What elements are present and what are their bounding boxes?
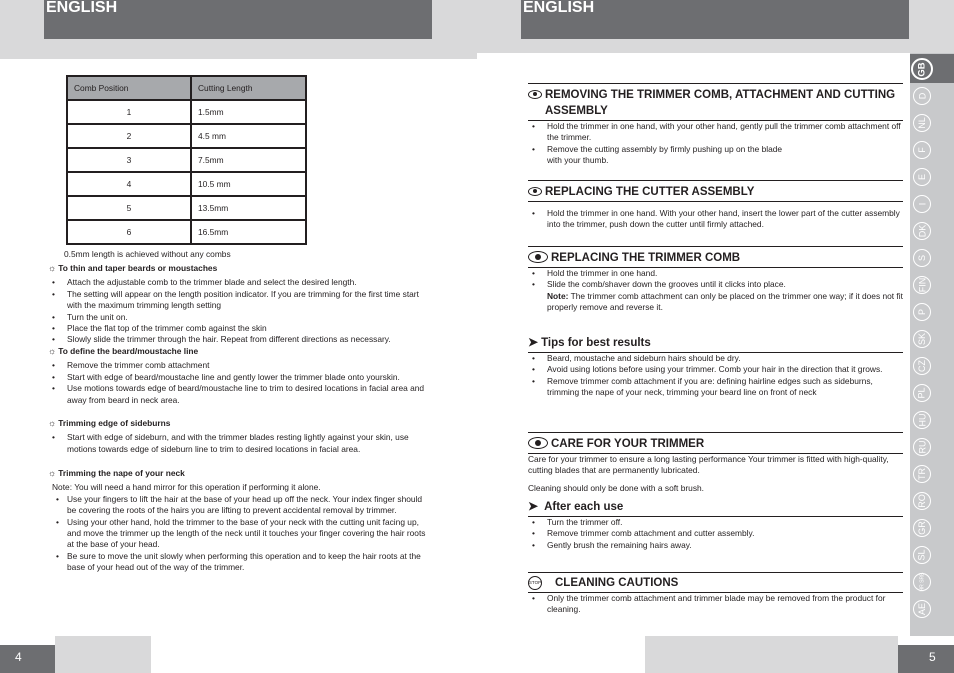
page-number-right: 5 <box>898 645 954 673</box>
section-title: To define the beard/moustache line <box>58 346 199 356</box>
section-care <box>528 432 903 494</box>
table-cell: 4 <box>67 172 191 196</box>
language-tab-ae[interactable]: AE <box>913 600 931 618</box>
eye-icon <box>528 90 542 99</box>
list-item: • Avoid using lotions before using your trimmer. Comb your hair in the direction that it grows. <box>532 364 883 375</box>
list-item: • Use motions towards edge of beard/moustache line to trim to desired locations in facial area and away from beard in neck area. <box>52 383 425 405</box>
list-item: • Turn the trimmer off. <box>532 517 623 527</box>
list-item: • Remove the trimmer comb attachment <box>52 360 210 371</box>
language-tab-tr[interactable]: TR <box>913 465 931 483</box>
section-nape <box>48 468 428 574</box>
table-cell: 13.5mm <box>191 196 306 220</box>
list-item: • Attach the adjustable comb to the trimmer blade and select the desired length. <box>52 277 357 288</box>
section-define-line <box>48 346 428 406</box>
section-thin-taper <box>48 263 428 346</box>
language-tab-nl[interactable]: NL <box>913 114 931 132</box>
section-title: To thin and taper beards or moustaches <box>58 263 218 273</box>
care-paragraph: Care for your trimmer to ensure a long lasting performance Your trimmer is fitted with high-quality, cutting blades that are permanently lubricated. <box>528 454 889 476</box>
eye-icon <box>528 251 548 263</box>
care-paragraph: Cleaning should only be done with a soft brush. <box>528 482 704 493</box>
language-tab-sk[interactable]: SK <box>913 330 931 348</box>
list-item: • Using your other hand, hold the trimmer to the base of your neck with the cutting unit facing up, and move the trimmer up the length of the neck until it touches your finger covering the hair roots at the base of your head. <box>56 516 426 550</box>
list-item: • Beard, moustache and sideburn hairs should be dry. <box>532 353 741 363</box>
bottom-band-right <box>645 636 898 673</box>
language-tab-hr-srb[interactable]: HR SRB <box>913 573 931 591</box>
table-cell: 2 <box>67 124 191 148</box>
table-cell: 16.5mm <box>191 220 306 244</box>
language-tab-pl[interactable]: PL <box>913 384 931 402</box>
language-tab-gb[interactable]: GB <box>911 58 933 80</box>
eye-icon <box>528 437 548 449</box>
table-cell: 1 <box>67 100 191 124</box>
list-item: • Slowly slide the trimmer through the hair. Repeat from different directions as necessary. <box>52 334 391 345</box>
bottom-band-left <box>55 636 151 673</box>
left-page-header: ENGLISH <box>44 0 432 39</box>
section-title: REMOVING THE TRIMMER COMB, ATTACHMENT AND CUTTING ASSEMBLY <box>545 89 896 117</box>
table-row <box>67 148 306 172</box>
list-item: • Hold the trimmer in one hand, with your other hand, gently pull the trimmer comb attachment off the trimmer. <box>532 121 901 143</box>
section-title: After each use <box>544 501 624 513</box>
section-title: CARE FOR YOUR TRIMMER <box>551 438 705 450</box>
section-after-use <box>528 499 903 551</box>
section-title: Tips for best results <box>541 337 651 349</box>
language-tab-hu[interactable]: HU <box>913 411 931 429</box>
right-page-header: ENGLISH <box>521 0 909 39</box>
table-row <box>67 172 306 196</box>
list-item: • Hold the trimmer in one hand. <box>532 268 658 278</box>
page-number-left: 4 <box>0 645 55 673</box>
arrow-right-icon: ➤ <box>528 335 539 349</box>
list-item: • Start with edge of sideburn, and with the trimmer blades resting lightly against your skin, use motions towards edge of sideburn line to trim to desired locations in facial area. <box>52 432 409 454</box>
list-item: • Remove the cutting assembly by firmly pushing up on the blade with your thumb. <box>532 143 783 166</box>
list-item: • Gently brush the remaining hairs away. <box>532 539 692 550</box>
list-item: • Slide the comb/shaver down the grooves until it clicks into place. <box>532 279 786 290</box>
table-header-cell: Cutting Length <box>191 76 306 100</box>
sun-bullet-icon: ☼ <box>48 418 57 429</box>
list-item: • Use your fingers to lift the hair at the base of your head up off the neck. Your index finger should be covering the roots of the hairs you are lifting to prevent accidental removal by trimmer. <box>56 493 423 516</box>
language-tab-s[interactable]: S <box>913 249 931 267</box>
language-tab-fin[interactable]: FIN <box>913 276 931 294</box>
language-tab-ro[interactable]: RO <box>913 492 931 510</box>
table-cell: 10.5 mm <box>191 172 306 196</box>
table-row <box>67 196 306 220</box>
list-item: • Start with edge of beard/moustache line and gently lower the trimmer blade onto yourskin. <box>52 371 400 382</box>
nape-note: Note: You will need a hand mirror for this operation if performing it alone. <box>52 482 321 493</box>
list-item: • The setting will appear on the length position indicator. If you are trimming for the first time start with the maximum trimming length setting <box>52 288 419 311</box>
table-header-row <box>67 76 306 100</box>
list-item: • Remove trimmer comb attachment if you are: defining hairline edges such as sideburns, trimming the nape of your neck, trimming your beard line on front of neck <box>532 375 873 398</box>
section-cleaning-cautions <box>528 572 903 616</box>
section-replacing-cutter <box>528 180 903 231</box>
language-tab-sl[interactable]: SL <box>913 546 931 564</box>
language-tab-e[interactable]: E <box>913 168 931 186</box>
language-tab-p[interactable]: P <box>913 303 931 321</box>
table-row <box>67 220 306 244</box>
section-sideburns <box>48 418 428 455</box>
language-tab-d[interactable]: D <box>913 87 931 105</box>
table-cell: 3 <box>67 148 191 172</box>
language-tab-i[interactable]: I <box>913 195 931 213</box>
sun-bullet-icon: ☼ <box>48 346 57 357</box>
table-cell: 5 <box>67 196 191 220</box>
list-item: • Turn the unit on. <box>52 311 128 322</box>
section-replacing-comb <box>528 246 903 314</box>
list-item: • Hold the trimmer in one hand. With your other hand, insert the lower part of the cutter assembly into the trimmer, push down the cutter until firmly attached. <box>532 208 900 230</box>
eye-icon <box>528 187 542 196</box>
table-note: 0.5mm length is achieved without any combs <box>64 249 231 259</box>
table-row <box>67 124 306 148</box>
list-item: • Only the trimmer comb attachment and trimmer blade may be removed from the product for cleaning. <box>532 593 886 615</box>
section-title: Trimming edge of sideburns <box>58 418 171 428</box>
table-header-cell: Comb Position <box>67 76 191 100</box>
language-tab-dk[interactable]: DK <box>913 222 931 240</box>
language-tab-cz[interactable]: CZ <box>913 357 931 375</box>
list-item: • Remove trimmer comb attachment and cutter assembly. <box>532 528 755 539</box>
comb-length-table <box>66 75 307 245</box>
sun-bullet-icon: ☼ <box>48 468 57 479</box>
language-tab-gr[interactable]: GR <box>913 519 931 537</box>
table-row <box>67 100 306 124</box>
section-title: Trimming the nape of your neck <box>58 468 185 478</box>
list-item: • Place the flat top of the trimmer comb against the skin <box>52 323 267 334</box>
language-tab-f[interactable]: F <box>913 141 931 159</box>
table-cell: 6 <box>67 220 191 244</box>
table-cell: 7.5mm <box>191 148 306 172</box>
stop-sign-icon: STOP <box>528 576 542 590</box>
list-item: • Be sure to move the unit slowly when performing this operation and to keep the hair roots at the base of your head out of the way of the trimmer. <box>56 550 421 573</box>
arrow-right-icon: ➤ <box>528 499 539 513</box>
section-tips <box>528 335 903 399</box>
section-title: REPLACING THE TRIMMER COMB <box>551 252 741 264</box>
section-title: CLEANING CAUTIONS <box>555 577 679 589</box>
table-cell: 1.5mm <box>191 100 306 124</box>
section-title: REPLACING THE CUTTER ASSEMBLY <box>545 186 755 198</box>
sun-bullet-icon: ☼ <box>48 263 57 274</box>
table-cell: 4.5 mm <box>191 124 306 148</box>
language-tab-ru[interactable]: RU <box>913 438 931 456</box>
comb-note: Note: The trimmer comb attachment can only be placed on the trimmer one way; if it does not fit properly remove and reverse it. <box>547 290 903 313</box>
section-removing <box>528 83 903 167</box>
